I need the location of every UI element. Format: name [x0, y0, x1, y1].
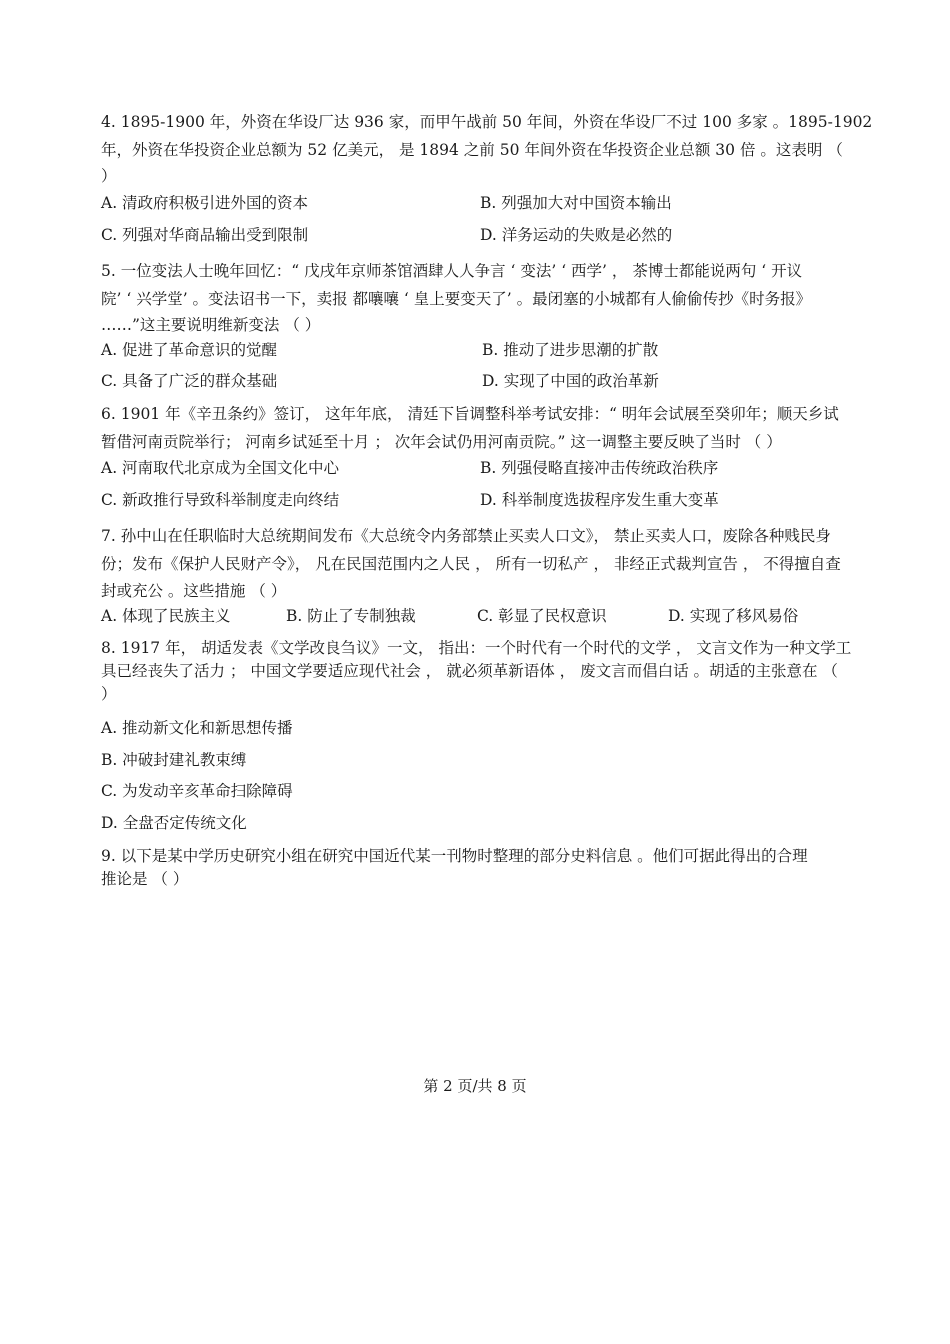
question-4-line-1: 4. 1895-1900 年，外资在华设厂达 936 家，而甲午战前 50 年间，外资在华设厂不过 100 多家 。1895-1902 — [101, 113, 873, 131]
question-7-line-2: 份；发布《保护人民财产令》， 凡在民国范围内之人民 ， 所有一切私产 ， 非经正式裁判宣告 ， 不得擅自查 — [101, 555, 841, 573]
question-7-option-c[interactable]: C. 彰显了民权意识 — [477, 607, 607, 625]
question-7-line-1: 7. 孙中山在任职临时大总统期间发布《大总统令内务部禁止买卖人口文》， 禁止买卖人口，废除各种贱民身 — [101, 527, 831, 545]
question-6-option-c[interactable]: C. 新政推行导致科举制度走向终结 — [101, 491, 340, 509]
question-5-line-2: 院’ ‘ 兴学堂’ 。变法诏书一下，卖报 都嚷嚷 ‘ 皇上要变天了’ 。最闭塞的小城都有人偷偷传抄《时务报》 — [101, 290, 812, 308]
question-9-line-1: 9. 以下是某中学历史研究小组在研究中国近代某一刊物时整理的部分史料信息 。他们可据此得出的合理 — [101, 847, 808, 865]
question-7-line-3: 封或充公 。这些措施 （ ） — [101, 582, 287, 600]
question-6-option-a[interactable]: A. 河南取代北京成为全国文化中心 — [101, 459, 340, 477]
question-6-option-d[interactable]: D. 科举制度选拔程序发生重大变革 — [480, 491, 719, 509]
question-5-option-c[interactable]: C. 具备了广泛的群众基础 — [101, 372, 278, 390]
question-4-option-b[interactable]: B. 列强加大对中国资本输出 — [480, 194, 672, 212]
question-6-line-2: 暂借河南贡院举行； 河南乡试延至十月 ； 次年会试仍用河南贡院。” 这一调整主要反映了当时 （ ） — [101, 433, 782, 451]
question-5-line-1: 5. 一位变法人士晚年回忆：“ 戊戌年京师茶馆酒肆人人争言 ‘ 变法’ ‘ 西学’ ， 茶博士都能说两句 ‘ 开议 — [101, 262, 803, 280]
question-7-option-d[interactable]: D. 实现了移风易俗 — [668, 607, 799, 625]
question-6-line-1: 6. 1901 年《辛丑条约》签订， 这年年底， 清廷下旨调整科举考试安排：“ 明年会试展至癸卯年；顺天乡试 — [101, 405, 839, 423]
question-7-option-a[interactable]: A. 体现了民族主义 — [101, 607, 231, 625]
question-7-option-b[interactable]: B. 防止了专制独裁 — [286, 607, 416, 625]
question-4-line-3: ） — [101, 167, 117, 185]
question-4-option-a[interactable]: A. 清政府积极引进外国的资本 — [101, 194, 309, 212]
question-5-option-b[interactable]: B. 推动了进步思潮的扩散 — [482, 341, 659, 359]
question-8-line-1: 8. 1917 年， 胡适发表《文学改良刍议》一文， 指出：一个时代有一个时代的文学 ， 文言文作为一种文学工 — [101, 639, 852, 657]
question-4-option-d[interactable]: D. 洋务运动的失败是必然的 — [480, 226, 673, 244]
question-9-line-2: 推论是 （ ） — [101, 870, 189, 888]
question-5-option-a[interactable]: A. 促进了革命意识的觉醒 — [101, 341, 278, 359]
question-8-option-b[interactable]: B. 冲破封建礼教束缚 — [101, 751, 247, 769]
question-5-line-3: ……”这主要说明维新变法 （ ） — [101, 316, 321, 334]
question-8-line-2: 具已经丧失了活力 ； 中国文学要适应现代社会 ， 就必须革新语体 ， 废文言而倡白话 。胡适的主张意在 （ — [101, 662, 838, 680]
question-4-option-c[interactable]: C. 列强对华商品输出受到限制 — [101, 226, 309, 244]
question-4-line-2: 年，外资在华投资企业总额为 52 亿美元， 是 1894 之前 50 年间外资在华投资企业总额 30 倍 。这表明 （ — [101, 141, 843, 159]
question-8-option-d[interactable]: D. 全盘否定传统文化 — [101, 814, 247, 832]
page-number: 第 2 页/共 8 页 — [423, 1077, 527, 1095]
question-8-option-a[interactable]: A. 推动新文化和新思想传播 — [101, 719, 293, 737]
question-6-option-b[interactable]: B. 列强侵略直接冲击传统政治秩序 — [480, 459, 719, 477]
question-8-option-c[interactable]: C. 为发动辛亥革命扫除障碍 — [101, 782, 293, 800]
question-5-option-d[interactable]: D. 实现了中国的政治革新 — [482, 372, 659, 390]
question-8-line-3: ） — [101, 685, 117, 703]
